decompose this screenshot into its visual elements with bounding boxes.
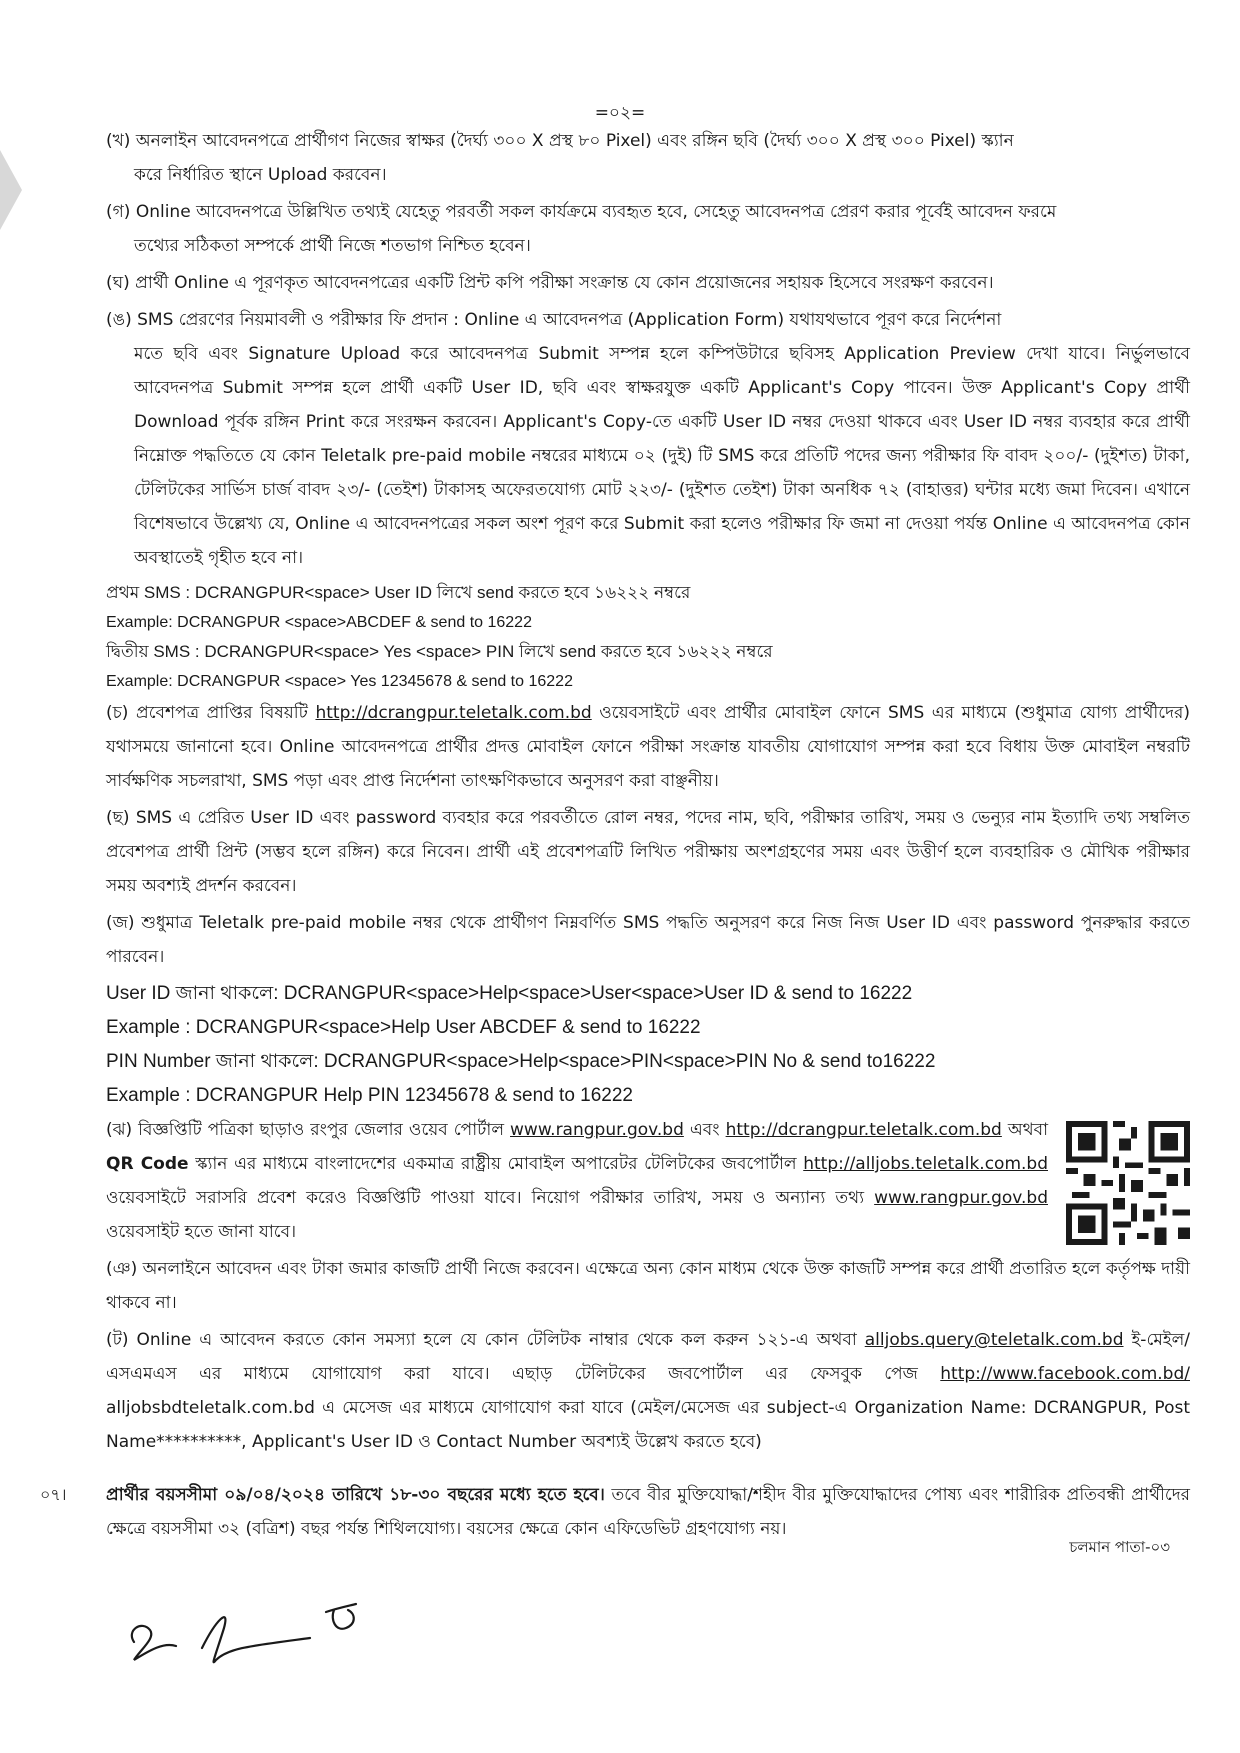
clause-label: (ঝ) [106,1120,133,1140]
qr-code-icon[interactable] [1066,1121,1190,1245]
rangpur-gov-link[interactable]: www.rangpur.gov.bd [510,1120,684,1140]
clause-label: (গ) [106,202,131,222]
pin-recovery-line: PIN Number জানা থাকলে: DCRANGPUR<space>Help<space>PIN<space>PIN No & send to16222 [106,1051,936,1072]
clause-umo: (ঙ) SMS প্রেরণের নিয়মাবলী ও পরীক্ষার ফি প্রদান : Online এ আবেদনপত্র (Application Form) যথাযথভাবে পূরণ করে নির্দেশনা মতে ছবি এবং Signature Upload করে আবেদনপত্র Submit সম্পন্ন হলে কম্পিউটারে ছবিসহ Application Preview দেখা যাবে। নির্ভুলভাবে আবেদনপত্র Submit সম্পন্ন হলে প্রার্থী একটি User ID, ছবি এবং স্বাক্ষরযুক্ত একটি Applicant's Copy পাবেন। উক্ত Applicant's Copy প্রার্থী Download পূর্বক রঙ্গিন Print করে সংরক্ষন করবেন। Applicant's Copy-তে একটি User ID নম্বর দেওয়া থাকবে এবং User ID নম্বর ব্যবহার করে প্রার্থী নিম্নোক্ত পদ্ধতিতে যে কোন Teletalk pre-paid mobile নম্বরের মাধ্যমে ০২ (দুই) টি SMS করে প্রতিটি পদের জন্য পরীক্ষার ফি বাবদ ২০০/- (দুইশত) টাকা, টেলিটকের সার্ভিস চার্জ বাবদ ২৩/- (তেইশ) টাকাসহ অফেরতযোগ্য মোট ২২৩/- (দুইশত তেইশ) টাকা অনধিক ৭২ (বাহাত্তর) ঘন্টার মধ্যে জমা দিবেন। এখানে বিশেষভাবে উল্লেখ্য যে, Online এ আবেদনপত্রের সকল অংশ পূরণ করে Submit করা হলেও পরীক্ষার ফি জমা না দেওয়া পর্যন্ত Online এ আবেদনপত্র কোন অবস্থাতেই গৃহীত হবে না। [106,310,1190,568]
clause-ta: (ট) Online এ আবেদন করতে কোন সমস্যা হলে যে কোন টেলিটক নাম্বার থেকে কল করুন ১২১-এ অথবা alljobs.query@teletalk.com.bd ই-মেইল/এসএমএস এর মাধ্যমে যোগাযোগ করা যাবে। এছাড় টেলিটকের জবপোর্টাল এর ফেসবুক পেজ http://www.facebook.com.bd/ alljobsbdteletalk.com.bd এ মেসেজ এর মাধ্যমে যোগাযোগ করা যাবে (মেইল/মেসেজ এর subject-এ Organization Name: DCRANGPUR, Post Name**********, Applicant's User ID ও Contact Number অবশ্যই উল্লেখ করতে হবে) [106,1330,1191,1452]
continued-page-note: চলমান পাতা-০৩ [1069,1538,1170,1556]
clause-label: (জ) [106,913,135,933]
age-limit-bold: প্রার্থীর বয়সসীমা ০৯/০৪/২০২৪ তারিখে ১৮-৩০ বছরের মধ্যে হতে হবে। [106,1485,605,1505]
sms-first-example: Example: DCRANGPUR <space>ABCDEF & send to 16222 [106,614,532,631]
clause-label: (খ) [106,131,131,151]
clause-label: (ঞ) [106,1259,138,1279]
signature-icon [120,1580,420,1680]
user-id-recovery-example: Example : DCRANGPUR<space>Help User ABCDEF & send to 16222 [106,1017,701,1038]
clause-nya: (ঞ) অনলাইনে আবেদন এবং টাকা জমার কাজটি প্রার্থী নিজে করবেন। এক্ষেত্রে অন্য কোন মাধ্যম থেকে উক্ত কাজটি সম্পন্ন করে প্রার্থী প্রতারিত হলে কর্তৃপক্ষ দায়ী থাকবে না। [106,1259,1190,1313]
clause-kha: (খ) অনলাইন আবেদনপত্রে প্রার্থীগণ নিজের স্বাক্ষর (দৈর্ঘ্য ৩০০ X প্রস্থ ৮০ Pixel) এবং রঙ্গিন ছবি (দৈর্ঘ্য ৩০০ X প্রস্থ ৩০০ Pixel) স্ক্যান করে নির্ধারিত স্থানে Upload করবেন। [106,131,1014,185]
sms-second-instruction: দ্বিতীয় SMS : DCRANGPUR<space> Yes <space> PIN লিখে send করতে হবে ১৬২২২ নম্বরে [106,642,773,661]
sms-second-example: Example: DCRANGPUR <space> Yes 12345678 & send to 16222 [106,673,573,690]
section-number: ০৭। [40,1485,67,1504]
teletalk-site-link[interactable]: http://dcrangpur.teletalk.com.bd [725,1120,1002,1140]
age-limit-section [40,1478,1190,1546]
sms-first-instruction: প্রথম SMS : DCRANGPUR<space> User ID লিখে send করতে হবে ১৬২২২ নম্বরে [106,583,691,602]
clause-cha: (চ) প্রবেশপত্র প্রাপ্তির বিষয়টি http://dcrangpur.teletalk.com.bd ওয়েবসাইটে এবং প্রার্থীর মোবাইল ফোনে SMS এর মাধ্যমে (শুধুমাত্র যোগ্য প্রার্থীদের) যথাসময়ে জানানো হবে। Online আবেদনপত্রে প্রার্থীর প্রদত্ত মোবাইল ফোনে পরীক্ষা সংক্রান্ত যাবতীয় যোগাযোগ সম্পন্ন করা হবে বিধায় উক্ত মোবাইল নম্বরটি সার্বক্ষণিক সচলরাখা, SMS পড়া এবং প্রাপ্ত নির্দেশনা তাৎক্ষণিকভাবে অনুসরণ করা বাঞ্ছনীয়। [106,703,1191,791]
clause-gha: (ঘ) প্রার্থী Online এ পূরণকৃত আবেদনপত্রের একটি প্রিন্ট কপি পরীক্ষা সংক্রান্ত যে কোন প্রয়োজনের সহায়ক হিসেবে সংরক্ষণ করবেন। [106,273,994,293]
clause-jha-row [106,1113,1190,1252]
pin-recovery-example: Example : DCRANGPUR Help PIN 12345678 & send to 16222 [106,1085,633,1106]
age-limit-text: প্রার্থীর বয়সসীমা ০৯/০৪/২০২৪ তারিখে ১৮-৩০ বছরের মধ্যে হতে হবে। তবে বীর মুক্তিযোদ্ধা/শহীদ বীর মুক্তিযোদ্ধাদের পোষ্য এবং শারীরিক প্রতিবন্ধী প্রার্থীদের ক্ষেত্রে বয়সসীমা ৩২ (বত্রিশ) বছর পর্যন্ত শিথিলযোগ্য। বয়সের ক্ষেত্রে কোন এফিডেভিট গ্রহণযোগ্য নয়। [106,1485,1191,1539]
clause-jha: (ঝ) বিজ্ঞপ্তিটি পত্রিকা ছাড়াও রংপুর জেলার ওয়েব পোর্টাল www.rangpur.gov.bd এবং http://dcrangpur.teletalk.com.bd অথবা QR Code স্ক্যান এর মাধ্যমে বাংলাদেশের একমাত্র রাষ্ট্রীয় মোবাইল অপারেটর টেলিটকের জবপোর্টাল http://alljobs.teletalk.com.bd ওয়েবসাইটে সরাসরি প্রবেশ করেও বিজ্ঞপ্তিটি পাওয়া যাবে। নিয়োগ পরীক্ষার তারিখ, সময় ও অন্যান্য তথ্য www.rangpur.gov.bd ওয়েবসাইট হতে জানা যাবে। [106,1120,1048,1242]
clause-label: (ট) [106,1330,129,1350]
page-corner-shadow [0,150,30,230]
document-body [106,124,1190,1462]
user-id-recovery-line: User ID জানা থাকলে: DCRANGPUR<space>Help<space>User<space>User ID & send to 16222 [106,983,913,1004]
clause-ga: (গ) Online আবেদনপত্রে উল্লিখিত তথ্যই যেহেতু পরবর্তী সকল কার্যক্রমে ব্যবহৃত হবে, সেহেতু আবেদনপত্র প্রেরণ করার পূর্বেই আবেদন ফরমে তথ্যের সঠিকতা সম্পর্কে প্রার্থী নিজে শতভাগ নিশ্চিত হবেন। [106,202,1057,256]
clause-label: (ঙ) [106,310,132,330]
teletalk-site-link[interactable]: http://dcrangpur.teletalk.com.bd [315,703,592,723]
clause-chha: (ছ) SMS এ প্রেরিত User ID এবং password ব্যবহার করে পরবর্তীতে রোল নম্বর, পদের নাম, ছবি, পরীক্ষার তারিখ, সময় ও ভেন্যুর নাম ইত্যাদি তথ্য সম্বলিত প্রবেশপত্র প্রার্থী প্রিন্ট (সম্ভব হলে রঙ্গিন) করে নিবেন। প্রার্থী এই প্রবেশপত্রটি লিখিত পরীক্ষায় অংশগ্রহণের সময় এবং উত্তীর্ণ হলে ব্যবহারিক ও মৌখিক পরীক্ষার সময় অবশ্যই প্রদর্শন করবেন। [106,808,1190,896]
clause-label: (ঘ) [106,273,130,293]
clause-label: (চ) [106,703,129,723]
support-email-link[interactable]: alljobs.query@teletalk.com.bd [864,1330,1124,1350]
alljobs-link[interactable]: http://alljobs.teletalk.com.bd [803,1154,1048,1174]
rangpur-gov-link[interactable]: www.rangpur.gov.bd [874,1188,1048,1208]
clause-label: (ছ) [106,808,130,828]
page-number: =০২= [594,103,646,123]
clause-ja: (জ) শুধুমাত্র Teletalk pre-paid mobile নম্বর থেকে প্রার্থীগণ নিম্নবর্ণিত SMS পদ্ধতি অনুসরণ করে নিজ নিজ User ID এবং password পুনরুদ্ধার করতে পারবেন। [106,913,1190,967]
qr-code-label: QR Code [106,1154,189,1174]
facebook-link[interactable]: http://www.facebook.com.bd/ [940,1364,1190,1384]
